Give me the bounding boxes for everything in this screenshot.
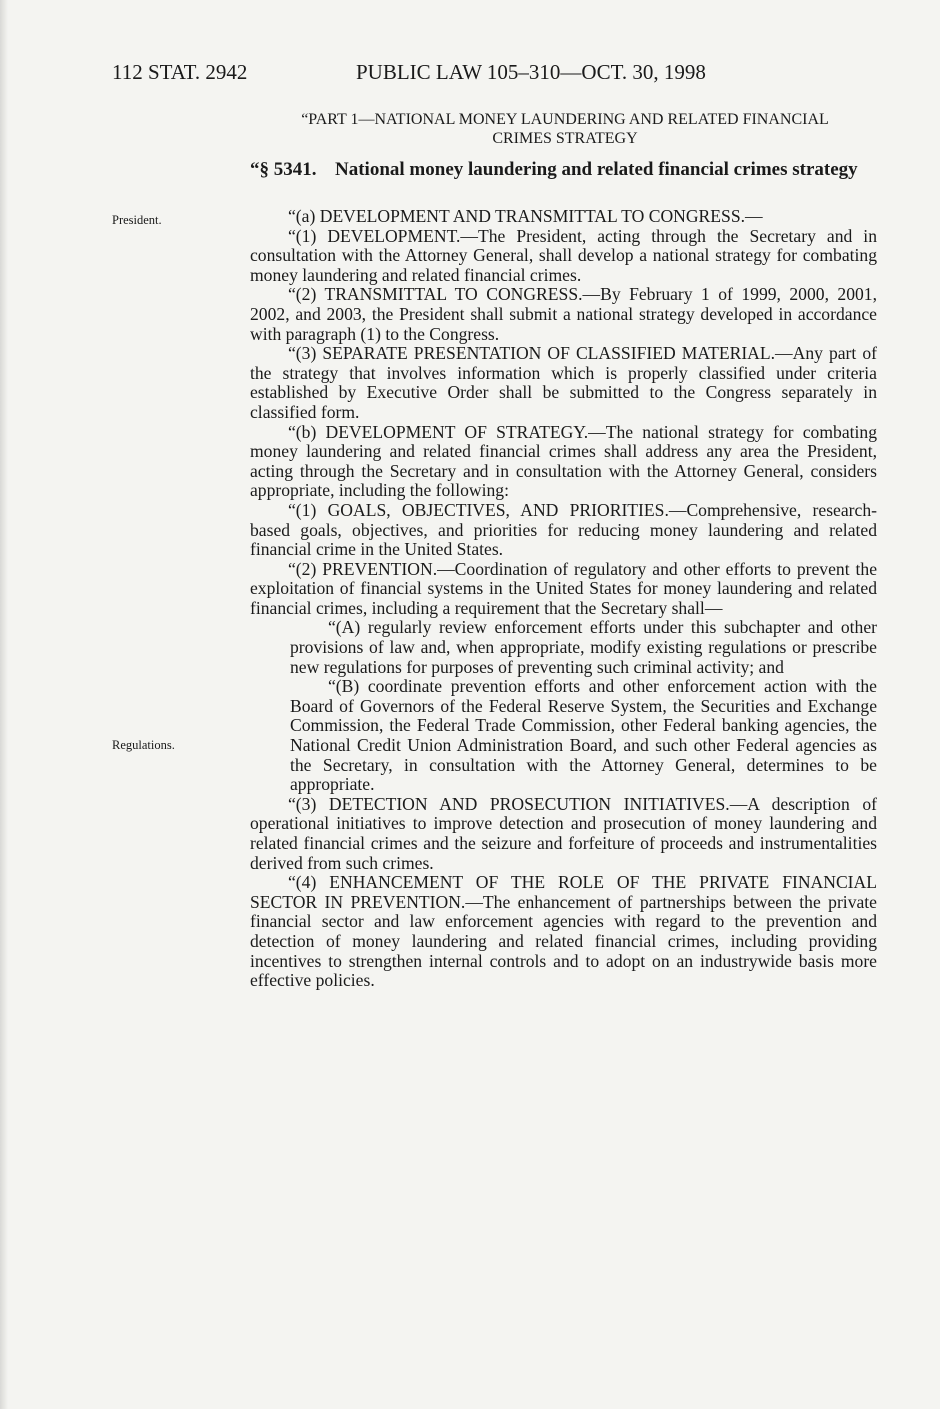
section-body [250,207,877,991]
paragraph-b1: “(1) GOALS, OBJECTIVES, AND PRIORITIES.—Comprehensive, research-based goals, objectives, and priorities for reducing money laundering and related financial crime in the United States. [250,499,877,560]
section-heading-text: National money laundering and related financial crimes strategy [335,159,858,180]
paragraph-b3: “(3) DETECTION AND PROSECUTION INITIATIVES.—A description of operational initiatives to improve detection and prosecution of money laundering and related financial crimes and the seizure and forfeiture of proceeds and instrumentalities derived from such crimes. [250,793,877,873]
stat-citation: 112 STAT. 2942 [112,60,248,84]
public-law-citation: PUBLIC LAW 105–310—OCT. 30, 1998 [356,60,706,84]
paragraph-a1: “(1) DEVELOPMENT.—The President, acting through the Secretary and in consultation with the Attorney General, shall develop a national strategy for combating money laundering and related financial crimes. [250,225,877,285]
section-number: “§ 5341. [250,159,317,180]
subsection-a-heading: “(a) DEVELOPMENT AND TRANSMITTAL TO CONGRESS.— [288,206,763,226]
section-heading [250,160,880,180]
margin-note-regulations: Regulations. [112,738,175,752]
part-title [250,110,880,148]
subparagraph-b2A: “(A) regularly review enforcement efforts under this subchapter and other provisions of law and, when appropriate, modify existing regulations or prescribe new regulations for purposes of preventing such criminal activity; and [290,617,877,677]
paragraph-a3: “(3) SEPARATE PRESENTATION OF CLASSIFIED MATERIAL.—Any part of the strategy that involves information which is properly classified under criteria established by Executive Order shall be submitted to the Congress separately in classified form. [250,343,877,422]
page-edge-shadow [0,0,8,1409]
paragraph-b4: “(4) ENHANCEMENT OF THE ROLE OF THE PRIVATE FINANCIAL SECTOR IN PREVENTION.—The enhancement of partnerships between the private financial sector and law enforcement agencies with regard to the prevention and detection of money laundering and related financial crimes, including providing incentives to strengthen internal controls and to adopt on an industrywide basis more effective policies. [250,872,877,991]
page-header [112,60,877,90]
subparagraph-b2B: “(B) coordinate prevention efforts and other enforcement action with the Board of Governors of the Federal Reserve System, the Securities and Exchange Commission, the Federal Trade Commission, other Federal banking agencies, the National Credit Union Administration Board, and such other Federal agencies as the Secretary, in consultation with the Attorney General, determines to be appropriate. [290,676,877,795]
part-title-line1: “PART 1—NATIONAL MONEY LAUNDERING AND RELATED FINANCIAL [301,111,829,128]
margin-note-president: President. [112,213,162,227]
subsection-b: “(b) DEVELOPMENT OF STRATEGY.—The national strategy for combating money laundering and related financial crimes shall address any area the President, acting through the Secretary and in consultation with the Attorney General, considers appropriate, including the following: [250,421,877,501]
paragraph-a2: “(2) TRANSMITTAL TO CONGRESS.—By February 1 of 1999, 2000, 2001, 2002, and 2003, the President shall submit a national strategy developed in accordance with paragraph (1) to the Congress. [250,284,877,344]
paragraph-b2: “(2) PREVENTION.—Coordination of regulatory and other efforts to prevent the exploitation of financial systems in the United States for money laundering and related financial crimes, including a requirement that the Secretary shall— [250,558,877,618]
part-title-line2: CRIMES STRATEGY [492,130,638,147]
